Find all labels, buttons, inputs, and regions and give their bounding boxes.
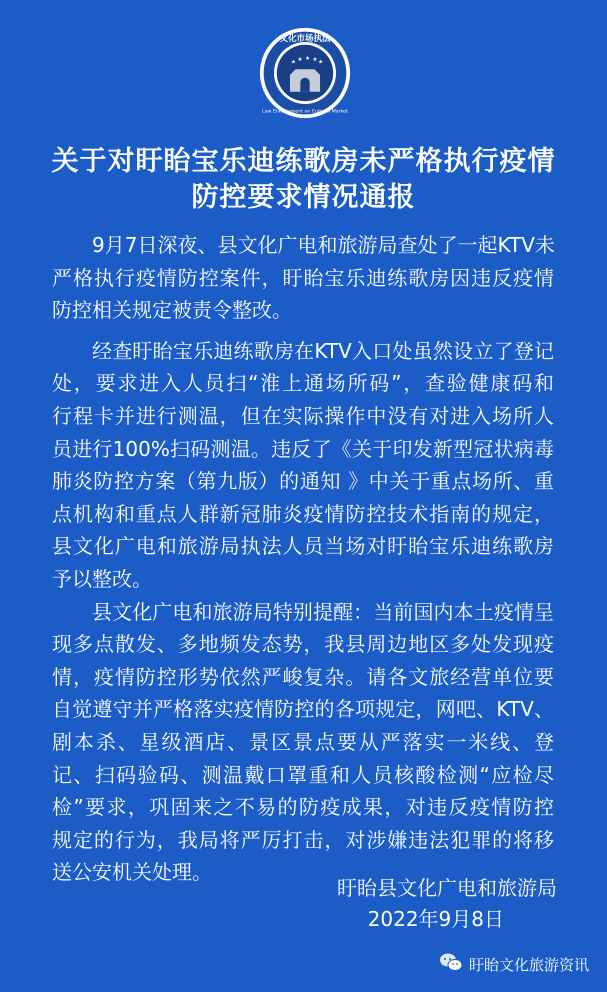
svg-text:★: ★ [297, 56, 303, 63]
notice-title-line-1: 关于对盱眙宝乐迪练歌房未严格执行疫情 [51, 146, 556, 177]
paragraph-line: 9月7日深夜、县文化广电和旅游局查处了一起KTV未 [92, 233, 555, 257]
paragraph-line: 员进行100%扫码测温。违反了《关于印发新型冠状病毒 [52, 436, 554, 461]
issue-date: 2022年9月8日 [367, 907, 504, 931]
svg-text:Law Enforcement on Cultural Ma: Law Enforcement on Cultural Market [262, 109, 348, 115]
paragraph-line: 处，要求进入人员扫“淮上通场所码”，查验健康码和 [52, 371, 554, 396]
paragraph-line: 剧本杀、星级酒店、景区景点要从严落实一米线、登 [52, 729, 554, 754]
paragraph-line: 送公安机关处理。 [52, 860, 212, 885]
paragraph-line: 经查盱眙宝乐迪练歌房在KTV入口处虽然设立了登记 [92, 338, 554, 363]
paragraph-line: 严格执行疫情防控案件，盱眙宝乐迪练歌房因违反疫情 [52, 265, 554, 290]
wechat-icon [439, 952, 463, 976]
paragraph-line: 肺炎防控方案（第九版）的通知 》中关于重点场所、重 [52, 469, 554, 494]
paragraph-line: 记、扫码验码、测温戴口罩重和人员核酸检测“应检尽 [52, 762, 554, 787]
wechat-account-watermark [439, 952, 589, 976]
paragraph-line: 县文化广电和旅游局执法人员当场对盱眙宝乐迪练歌房 [52, 534, 554, 559]
account-name: 盱眙文化旅游资讯 [468, 955, 589, 974]
paragraph-line: 县文化广电和旅游局特别提醒：当前国内本土疫情呈 [92, 599, 554, 624]
paragraph-line: 予以整改。 [52, 566, 152, 591]
svg-text:★: ★ [305, 55, 311, 62]
svg-text:文化市场执法: 文化市场执法 [279, 33, 331, 44]
paragraph-line: 防控相关规定被责令整改。 [52, 298, 292, 323]
issuing-organization: 盱眙县文化广电和旅游局 [337, 876, 557, 900]
paragraph-line: 检”要求，巩固来之不易的防疫成果，对违反疫情防控 [52, 795, 554, 820]
cultural-market-enforcement-emblem [258, 26, 352, 120]
svg-text:★: ★ [290, 59, 296, 66]
notice-body [52, 229, 554, 889]
paragraph-line: 规定的行为，我局将严厉打击，对涉嫌违法犯罪的将移 [52, 827, 554, 852]
paragraph-line: 情，疫情防控形势依然严峻复杂。请各文旅经营单位要 [52, 664, 554, 689]
svg-text:★: ★ [312, 56, 318, 63]
paragraph-line: 现多点散发、多地频发态势，我县周边地区多处发现疫 [52, 632, 554, 657]
paragraph-line: 自觉遵守并严格落实疫情防控的各项规定，网吧、KTV、 [52, 697, 554, 722]
paragraph-line: 行程卡并进行测温，但在实际操作中没有对进入场所人 [52, 403, 554, 428]
svg-text:★: ★ [318, 59, 324, 66]
notice-title-line-2: 防控要求情况通报 [191, 182, 416, 213]
paragraph-line: 点机构和重点人群新冠肺炎疫情防控技术指南的规定， [52, 501, 554, 526]
